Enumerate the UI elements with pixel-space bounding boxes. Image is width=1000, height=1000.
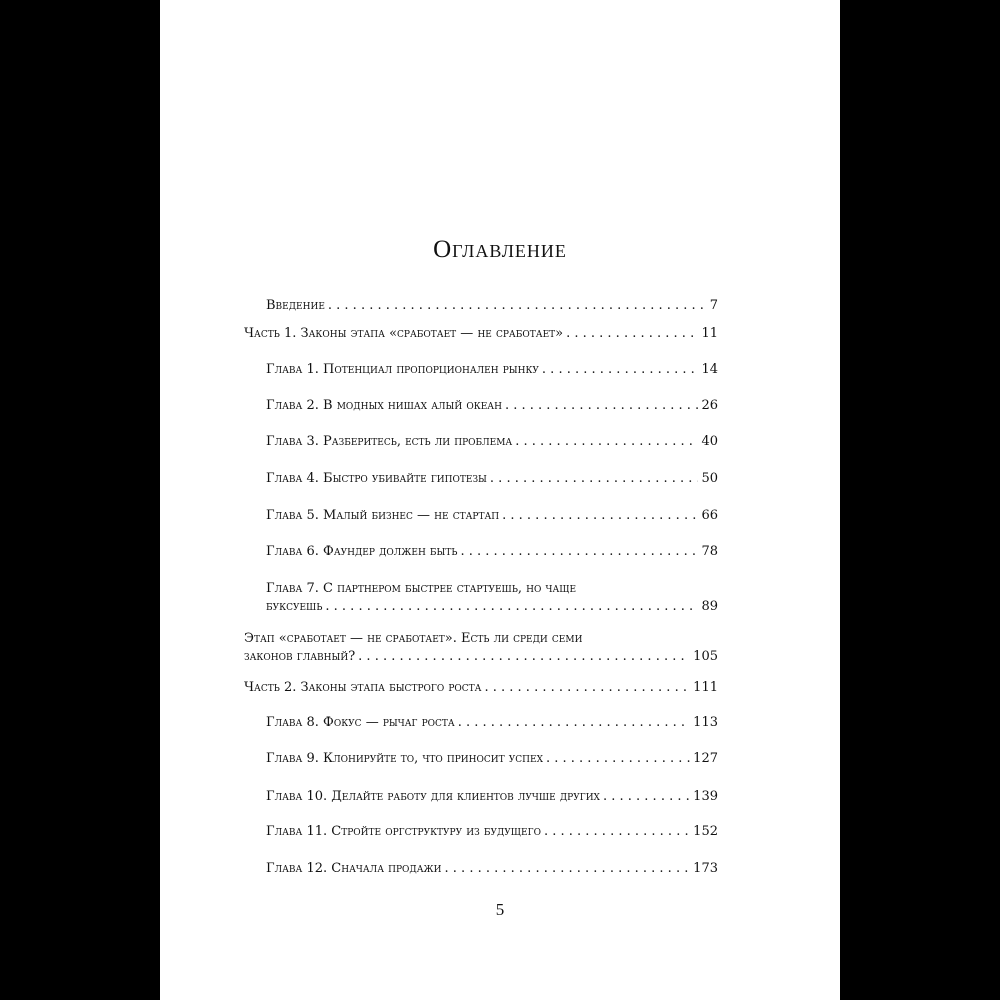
toc-page-number: 89 xyxy=(701,599,718,614)
toc-page-number: 26 xyxy=(701,398,718,413)
leader-dots xyxy=(505,397,699,415)
toc-entry-text: Глава 3. Разберитесь, есть ли проблема xyxy=(266,434,513,449)
toc-entry-text: Введение xyxy=(266,298,325,313)
toc-entry-part-2 xyxy=(244,679,718,697)
toc-entry-text: Глава 12. Сначала продажи xyxy=(266,861,442,876)
toc-page-number: 50 xyxy=(701,471,718,486)
toc-entry-chapter-7 xyxy=(266,580,718,616)
toc-page-number: 113 xyxy=(693,715,718,730)
toc-entry-text: Глава 8. Фокус — рычаг роста xyxy=(266,715,455,730)
toc-page-number: 111 xyxy=(693,680,718,695)
leader-dots xyxy=(515,433,698,451)
page-number: 5 xyxy=(495,900,505,919)
toc-entry-text: буксуешь xyxy=(266,599,323,614)
leader-dots xyxy=(566,325,698,343)
toc-entry-text: законов главный? xyxy=(244,649,356,664)
toc-page-number: 152 xyxy=(693,824,718,839)
toc-entry-text: Часть 2. Законы этапа быстрого роста xyxy=(244,680,482,695)
leader-dots xyxy=(603,788,690,806)
toc-entry-chapter-5 xyxy=(266,507,718,525)
toc-entry-text: Глава 1. Потенциал пропорционален рынку xyxy=(266,362,539,377)
toc-page-number: 173 xyxy=(693,861,718,876)
toc-entry-introduction xyxy=(266,297,718,315)
page-title: Оглавление xyxy=(433,236,567,263)
toc-page-number: 127 xyxy=(693,751,718,766)
toc-entry-chapter-8 xyxy=(266,714,718,732)
leader-dots xyxy=(544,823,690,841)
toc-page-number: 139 xyxy=(693,789,718,804)
book-page xyxy=(160,0,840,1000)
toc-entry-text: Глава 4. Быстро убивайте гипотезы xyxy=(266,471,487,486)
leader-dots xyxy=(458,714,690,732)
toc-entry-text: Глава 10. Делайте работу для клиентов лучше других xyxy=(266,789,600,804)
leader-dots xyxy=(445,860,691,878)
toc-entry-chapter-10 xyxy=(266,788,718,806)
toc-page-number: 66 xyxy=(701,508,718,523)
leader-dots xyxy=(502,507,698,525)
toc-entry-text-line1: Этап «сработает — не сработает». Есть ли среди семи xyxy=(244,631,583,646)
toc-entry-chapter-12 xyxy=(266,860,718,878)
toc-entry-text: Глава 2. В модных нишах алый океан xyxy=(266,398,502,413)
toc-page-number: 78 xyxy=(701,544,718,559)
leader-dots xyxy=(328,297,707,315)
leader-dots xyxy=(325,598,698,616)
toc-entry-chapter-1 xyxy=(266,361,718,379)
toc-page-number: 7 xyxy=(709,298,718,313)
toc-page-number: 11 xyxy=(701,326,718,341)
leader-dots xyxy=(542,361,699,379)
toc-entry-text: Глава 9. Клонируйте то, что приносит успех xyxy=(266,751,543,766)
leader-dots xyxy=(484,679,690,697)
leader-dots xyxy=(460,543,698,561)
leader-dots xyxy=(358,648,690,666)
toc-entry-text: Глава 5. Малый бизнес — не стартап xyxy=(266,508,500,523)
leader-dots xyxy=(490,470,699,488)
toc-entry-chapter-4 xyxy=(266,470,718,488)
toc-entry-text: Часть 1. Законы этапа «сработает — не сработает» xyxy=(244,326,564,341)
leader-dots xyxy=(546,750,690,768)
toc-entry-chapter-11 xyxy=(266,823,718,841)
toc-entry-chapter-9 xyxy=(266,750,718,768)
toc-entry-chapter-3 xyxy=(266,433,718,451)
toc-page-number: 40 xyxy=(701,434,718,449)
toc-entry-chapter-6 xyxy=(266,543,718,561)
toc-page-number: 14 xyxy=(701,362,718,377)
toc-entry-text: Глава 11. Стройте оргструктуру из будущего xyxy=(266,824,541,839)
table-of-contents xyxy=(160,0,840,1000)
toc-entry-stage-summary xyxy=(244,630,718,666)
toc-entry-part-1 xyxy=(244,325,718,343)
toc-entry-text-line1: Глава 7. С партнером быстрее стартуешь, но чаще xyxy=(266,581,577,596)
toc-entry-text: Глава 6. Фаундер должен быть xyxy=(266,544,458,559)
toc-page-number: 105 xyxy=(693,649,718,664)
toc-entry-chapter-2 xyxy=(266,397,718,415)
